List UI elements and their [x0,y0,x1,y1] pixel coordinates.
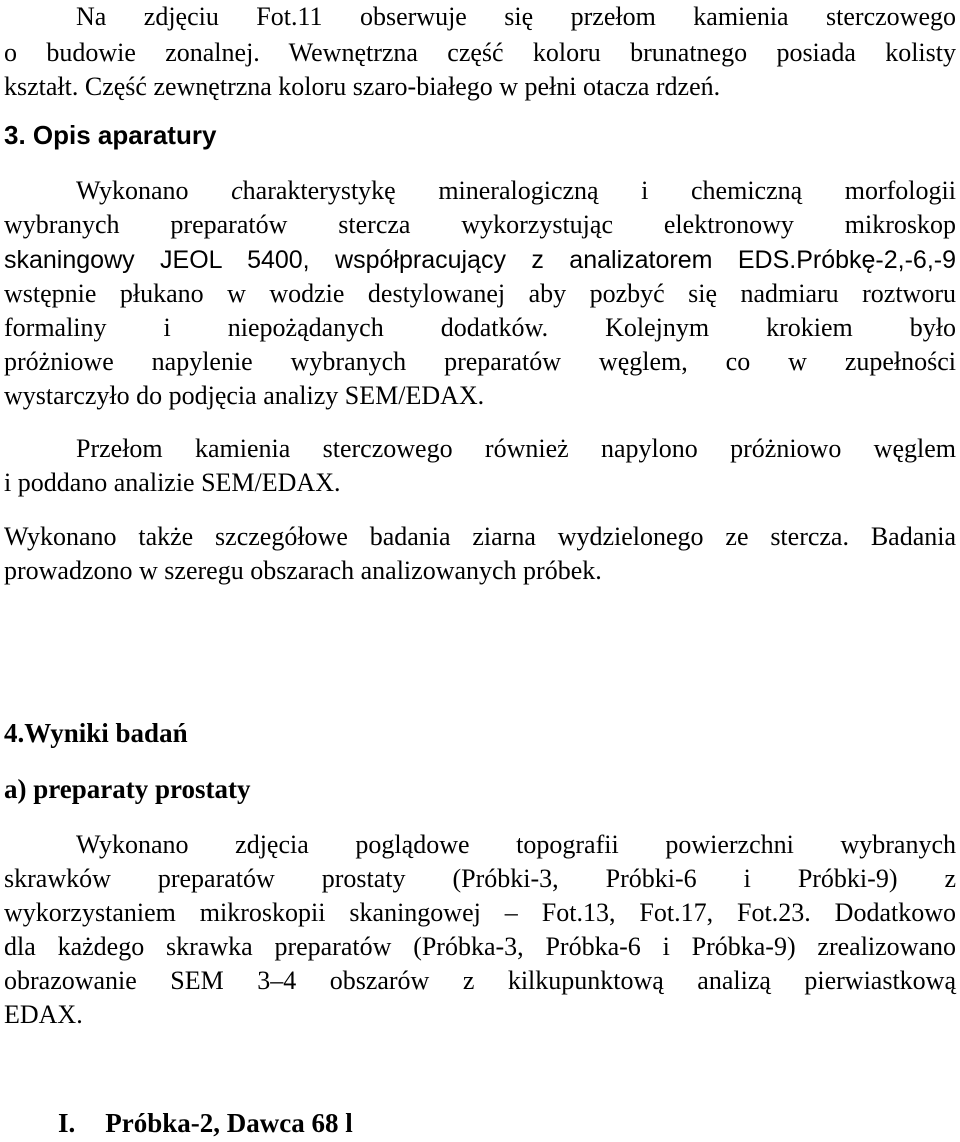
section-4-heading: 4.Wyniki badań [4,718,188,748]
para1-line1-rest: harakterystykę mineralogiczną i chemiczną morfologii [242,176,956,205]
intro-line-2: o budowie zonalnej. Wewnętrzna część koloru brunatnego posiada kolisty [4,38,956,67]
section-4-para-line-2: skrawków preparatów prostaty (Próbki-3, Próbki-6 i Próbki-9) z [4,864,956,893]
section-3-para1-line-4: wstępnie płukano w wodzie destylowanej aby pozbyć się nadmiaru roztworu [4,279,956,308]
para1-line1-prefix: Wykonano [76,176,232,205]
section-3-para2-line-1: Przełom kamienia sterczowego również napylono próżniowo węglem [76,434,956,463]
sample-heading-title: Próbka-2, Dawca 68 l [105,1108,353,1138]
section-3-para3-line-2: prowadzono w szeregu obszarach analizowanych próbek. [4,556,602,585]
section-4-para-line-1: Wykonano zdjęcia poglądowe topografii powierzchni wybranych [76,830,956,859]
section-3-para1-line-5: formaliny i niepożądanych dodatków. Kolejnym krokiem było [4,313,956,342]
section-4-subheading: a) preparaty prostaty [4,774,251,804]
section-3-para1-line-3: skaningowy JEOL 5400, współpracujący z analizatorem EDS.Próbkę-2,-6,-9 [4,246,956,274]
section-4-para-line-3: wykorzystaniem mikroskopii skaningowej – Fot.13, Fot.17, Fot.23. Dodatkowo [4,898,956,927]
intro-line-3: kształt. Część zewnętrzna koloru szaro-białego w pełni otacza rdzeń. [4,72,721,101]
section-3-para3-line-1: Wykonano także szczegółowe badania ziarna wydzielonego ze stercza. Badania [4,522,956,551]
section-3-para1-line-1 [4,174,956,208]
section-3-para1-line-2: wybranych preparatów stercza wykorzystując elektronowy mikroskop [4,210,956,239]
section-4-para-line-5: obrazowanie SEM 3–4 obszarów z kilkupunktową analizą pierwiastkową [4,966,956,995]
intro-line-1: Na zdjęciu Fot.11 obserwuje się przełom kamienia sterczowego [76,2,956,31]
section-3-para1-line-7: wystarczyło do podjęcia analizy SEM/EDAX. [4,381,485,410]
sample-heading [58,1106,353,1140]
section-3-para2-line-2: i poddano analizie SEM/EDAX. [4,468,341,497]
para1-line1-italic: c [231,176,243,205]
section-4-para-line-4: dla każdego skrawka preparatów (Próbka-3, Próbka-6 i Próbka-9) zrealizowano [4,932,956,961]
section-3-para1-line-6: próżniowe napylenie wybranych preparatów węglem, co w zupełności [4,347,956,376]
section-3-heading: 3. Opis aparatury [4,120,217,150]
section-4-para-line-6: EDAX. [4,1000,83,1029]
sample-heading-number: I. [58,1108,76,1138]
